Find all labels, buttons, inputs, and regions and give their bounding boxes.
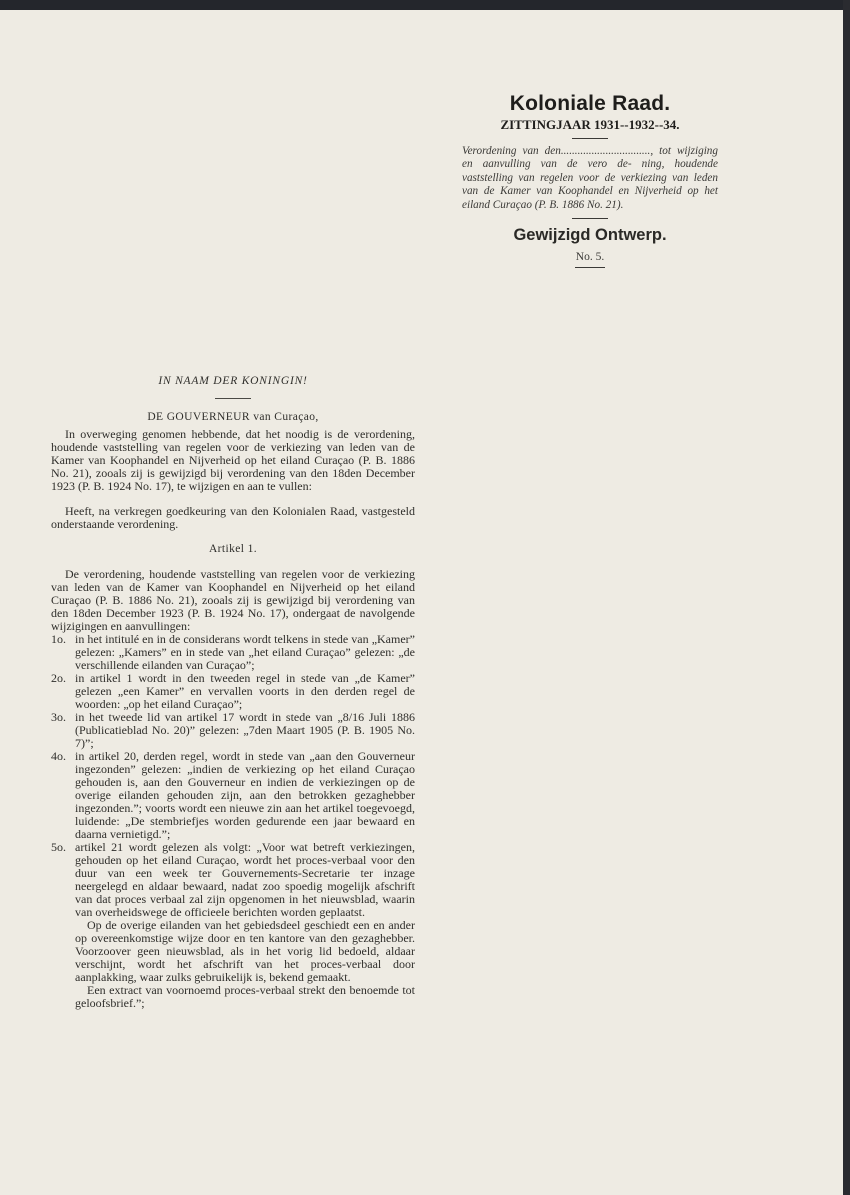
- invocation-divider: [215, 398, 251, 399]
- approval-paragraph: Heeft, na verkregen goedkeuring van den Kolonialen Raad, vastgesteld onderstaande verordening.: [51, 504, 415, 531]
- header-divider: [572, 138, 608, 139]
- list-item: [51, 672, 415, 711]
- session-year: ZITTINGJAAR 1931--1932--34.: [500, 117, 680, 132]
- list-item: [51, 711, 415, 750]
- document-page: [0, 10, 843, 1195]
- document-number: No. 5.: [575, 251, 605, 264]
- header-divider-3: [575, 267, 605, 268]
- list-item: [51, 633, 415, 672]
- item-number: 3o.: [51, 710, 66, 724]
- considering-paragraph: In overweging genomen hebbende, dat het noodig is de verordening, houdende vaststelling van regelen voor de verkiezing van leden van de Kamer van Koophandel en Nijverheid op het eiland Curaçao (P. B. 1886 No. 21), zooals zij is gewijzigd bij verordening van den 18den December 1923 (P. B. 1924 No. 17), te wijzigen en aan te vullen:: [51, 427, 415, 493]
- sub-paragraph: Een extract van voornoemd proces-verbaal strekt den benoemde tot geloofsbrief.”;: [75, 983, 415, 1010]
- list-item: [51, 841, 415, 919]
- item-text: in het intitulé en in de considerans wordt telkens in stede van „Kamer” gelezen: „Kamers” en in stede van „het eiland Curaçao” gelezen: „de verschillende eilanden van Curaçao”;: [75, 632, 415, 672]
- sub-paragraph: Op de overige eilanden van het gebiedsdeel geschiedt een en ander op overeenkomstige wijze door en ten kantore van den gezaghebber. Voorzoover geen nieuwsblad, als in het vorig lid bedoeld, aldaar verschijnt, wordt het afschrift van het proces-verbaal door aanplakking, waar zulks gebruikelijk is, bekend gemaakt.: [75, 918, 415, 984]
- item-number: 1o.: [51, 632, 66, 646]
- scan-top-border: [0, 0, 850, 10]
- ordinance-title: Verordening van den................................, tot wijziging en aanvulling van de vero de- ning, houdende vaststelling van regelen voor de verkiezing van leden van de Kamer van Koophandel en Nijverheid op het eiland Curaçao (P. B. 1886 No. 21).: [462, 145, 718, 211]
- list-item: [51, 750, 415, 841]
- invocation: IN NAAM DER KONINGIN!: [158, 375, 308, 387]
- item-text: in artikel 1 wordt in den tweeden regel in stede van „de Kamer” gelezen „een Kamer” en vervallen voorts in den derden regel de woorden: „op het eiland Curaçao”;: [75, 671, 415, 711]
- document-header: [462, 92, 718, 274]
- amendment-list: [51, 633, 415, 1010]
- article-heading: Artikel 1.: [208, 543, 258, 555]
- item-number: 5o.: [51, 840, 66, 854]
- item-number: 4o.: [51, 749, 66, 763]
- item-number: 2o.: [51, 671, 66, 685]
- header-divider-2: [572, 218, 608, 219]
- governor-line: DE GOUVERNEUR van Curaçao,: [147, 411, 319, 423]
- document-body: [51, 375, 415, 1010]
- scan-right-border: [843, 0, 850, 1195]
- item-text: in artikel 20, derden regel, wordt in stede van „aan den Gouverneur ingezonden” gelezen: „indien de verkiezing op het eiland Curaçao gehouden is, aan den Gouverneur en indien de verkiezingen op de overige eilanden gehouden zijn, aan den betrokken gezaghebber ingezonden.”; voorts wordt een nieuwe zin aan het artikel toegevoegd, luidende: „De stembriefjes worden gedurende een jaar bewaard en daarna vernietigd.”;: [75, 749, 415, 841]
- article-intro: De verordening, houdende vaststelling van regelen voor de verkiezing van leden van de Kamer van Koophandel en Nijverheid op het eiland Curaçao (P. B. 1886 No. 21), zooals zij is gewijzigd bij verordening van den 18den December 1923 (P. B. 1924 No. 17), ondergaat de navolgende wijzigingen en aanvullingen:: [51, 567, 415, 633]
- amended-draft-label: Gewijzigd Ontwerp.: [513, 226, 667, 245]
- item-text: in het tweede lid van artikel 17 wordt in stede van „8/16 Juli 1886 (Publicatieblad No. 20)” gelezen: „7den Maart 1905 (P. B. 1905 No. 7)”;: [75, 710, 415, 750]
- item-text: artikel 21 wordt gelezen als volgt: „Voor wat betreft verkiezingen, gehouden op het eiland Curaçao, wordt het proces-verbaal voor den duur van een week ter Gouvernements-Secretarie ter inzage neergelegd en aldaar bewaard, nadat zoo spoedig mogelijk afschrift van dat proces verbaal zal zijn opgenomen in het nieuwsblad, waarin van overheidswege de officieele berichten worden geplaatst.: [75, 840, 415, 919]
- council-title: Koloniale Raad.: [509, 92, 671, 115]
